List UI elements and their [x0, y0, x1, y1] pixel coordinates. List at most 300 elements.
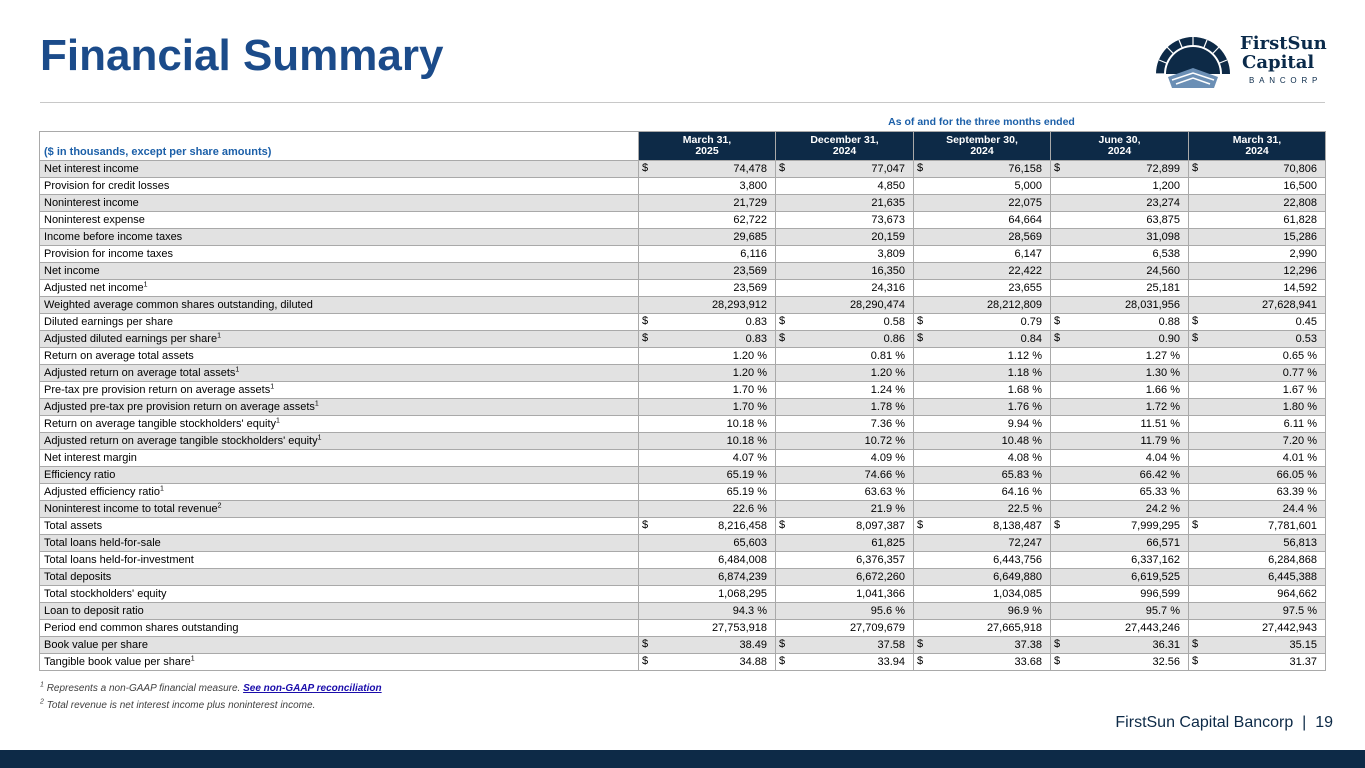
- row-label-text: Total loans held-for-sale: [44, 537, 161, 549]
- value-cell: [639, 314, 776, 331]
- value-cell: [776, 416, 914, 433]
- value-text: 1.66 %: [1145, 384, 1180, 396]
- value-cell: [776, 212, 914, 229]
- value-text: 3,809: [877, 248, 905, 260]
- currency-symbol: $: [917, 638, 924, 650]
- value-text: 11.79 %: [1140, 435, 1180, 447]
- value-cell: [914, 161, 1051, 178]
- value-cell: [914, 569, 1051, 586]
- value-cell: [1051, 654, 1189, 671]
- value-text: 1.72 %: [1145, 401, 1180, 413]
- table-row: [40, 314, 1326, 331]
- value-cell: [1051, 297, 1189, 314]
- value-text: 95.6 %: [870, 605, 905, 617]
- value-text: 6,649,880: [993, 571, 1042, 583]
- value-text: 27,443,246: [1124, 622, 1180, 634]
- row-label: [40, 620, 639, 637]
- footnote-1: [40, 683, 382, 694]
- table-row: [40, 229, 1326, 246]
- footnote-ref: 1: [317, 434, 322, 442]
- value-cell: [639, 399, 776, 416]
- value-cell: [914, 484, 1051, 501]
- footnote-text: Represents a non-GAAP financial measure.: [46, 683, 241, 694]
- value-text: 8,216,458: [718, 520, 767, 532]
- currency-symbol: $: [779, 332, 786, 344]
- value-text: 76,158: [1008, 163, 1042, 175]
- value-text: 5,000: [1014, 180, 1042, 192]
- row-label: [40, 433, 639, 450]
- value-cell: [914, 178, 1051, 195]
- column-header: December 31, 2024: [776, 132, 914, 161]
- value-cell: [776, 348, 914, 365]
- value-text: 1.67 %: [1282, 384, 1317, 396]
- value-cell: [1189, 161, 1326, 178]
- column-header: March 31, 2025: [639, 132, 776, 161]
- footnote-ref: 2: [217, 502, 222, 510]
- table-row: [40, 399, 1326, 416]
- value-cell: [914, 246, 1051, 263]
- value-text: 4.01 %: [1282, 452, 1317, 464]
- footnote-text: Total revenue is net interest income plus noninterest income.: [46, 700, 316, 711]
- value-cell: [1051, 280, 1189, 297]
- value-cell: [1189, 467, 1326, 484]
- row-label-text: Noninterest income: [44, 197, 139, 209]
- value-text: 1.30 %: [1145, 367, 1180, 379]
- value-cell: [1051, 212, 1189, 229]
- value-cell: [1051, 433, 1189, 450]
- row-label: [40, 331, 639, 348]
- value-cell: [1051, 569, 1189, 586]
- value-cell: [776, 586, 914, 603]
- value-cell: [639, 501, 776, 518]
- value-cell: [776, 331, 914, 348]
- value-cell: [1051, 637, 1189, 654]
- value-cell: [639, 161, 776, 178]
- value-cell: [776, 552, 914, 569]
- value-text: 10.72 %: [864, 435, 905, 447]
- value-text: 27,665,918: [986, 622, 1042, 634]
- value-text: 66,571: [1146, 537, 1180, 549]
- value-cell: [776, 518, 914, 535]
- value-text: 22.5 %: [1007, 503, 1042, 515]
- value-cell: [1189, 416, 1326, 433]
- value-text: 1.70 %: [732, 401, 767, 413]
- value-cell: [1189, 314, 1326, 331]
- value-text: 10.18 %: [726, 435, 767, 447]
- logo-bancorp: BANCORP: [1249, 76, 1323, 85]
- table-row: [40, 637, 1326, 654]
- value-text: 0.58: [883, 316, 905, 328]
- value-text: 6,147: [1014, 248, 1042, 260]
- value-cell: [639, 450, 776, 467]
- value-text: 27,709,679: [849, 622, 905, 634]
- value-cell: [639, 365, 776, 382]
- table-row: [40, 365, 1326, 382]
- value-text: 8,138,487: [993, 520, 1042, 532]
- value-text: 16,350: [871, 265, 905, 277]
- value-cell: [914, 637, 1051, 654]
- currency-symbol: $: [917, 655, 924, 667]
- value-cell: [1189, 212, 1326, 229]
- value-text: 6,116: [740, 248, 767, 260]
- footnote-ref: 1: [217, 332, 221, 340]
- value-cell: [639, 603, 776, 620]
- value-cell: [776, 535, 914, 552]
- value-text: 65.83 %: [1001, 469, 1042, 481]
- table-row: [40, 654, 1326, 671]
- row-label: [40, 484, 639, 501]
- value-cell: [1189, 484, 1326, 501]
- value-text: 6,443,756: [993, 554, 1042, 566]
- value-text: 21,729: [733, 197, 767, 209]
- row-label: [40, 161, 639, 178]
- value-text: 70,806: [1283, 163, 1317, 175]
- row-label: [40, 195, 639, 212]
- table-row: [40, 297, 1326, 314]
- value-text: 63.39 %: [1276, 486, 1317, 498]
- value-text: 15,286: [1283, 231, 1317, 243]
- table-row: [40, 212, 1326, 229]
- currency-symbol: $: [1192, 162, 1199, 174]
- value-cell: [1051, 348, 1189, 365]
- value-cell: [1051, 603, 1189, 620]
- row-label-text: Pre-tax pre provision return on average assets: [44, 384, 271, 396]
- value-cell: [1051, 263, 1189, 280]
- row-label: [40, 280, 639, 297]
- value-cell: [914, 331, 1051, 348]
- column-header: March 31, 2024: [1189, 132, 1326, 161]
- value-text: 1.80 %: [1282, 401, 1317, 413]
- value-text: 28,212,809: [986, 299, 1042, 311]
- value-cell: [914, 518, 1051, 535]
- table-row: [40, 484, 1326, 501]
- value-text: 27,753,918: [711, 622, 767, 634]
- value-cell: [1189, 399, 1326, 416]
- value-text: 34.88: [739, 656, 767, 668]
- row-label-text: Noninterest expense: [44, 214, 145, 226]
- value-cell: [1189, 637, 1326, 654]
- value-text: 22,422: [1008, 265, 1042, 277]
- value-text: 2,990: [1289, 248, 1317, 260]
- table-row: [40, 450, 1326, 467]
- value-text: 7,781,601: [1268, 520, 1317, 532]
- logo-line-firstsun: FirstSun: [1240, 33, 1327, 54]
- currency-symbol: $: [1192, 519, 1199, 531]
- row-label-text: Total stockholders' equity: [44, 588, 167, 600]
- table-row: [40, 161, 1326, 178]
- value-cell: [1051, 246, 1189, 263]
- value-cell: [1051, 178, 1189, 195]
- row-label: [40, 348, 639, 365]
- value-cell: [914, 603, 1051, 620]
- value-text: 22,075: [1008, 197, 1042, 209]
- footnote-mark: 1: [40, 681, 44, 689]
- value-text: 64,664: [1008, 214, 1042, 226]
- table-row: [40, 263, 1326, 280]
- value-cell: [639, 331, 776, 348]
- row-label-text: Period end common shares outstanding: [44, 622, 239, 634]
- value-text: 3,800: [739, 180, 767, 192]
- currency-symbol: $: [779, 638, 786, 650]
- row-label-text: Total loans held-for-investment: [44, 554, 194, 566]
- value-cell: [639, 518, 776, 535]
- value-cell: [776, 280, 914, 297]
- value-text: 1,034,085: [993, 588, 1042, 600]
- value-text: 0.84: [1020, 333, 1042, 345]
- value-cell: [1189, 229, 1326, 246]
- value-cell: [1051, 586, 1189, 603]
- value-text: 8,097,387: [856, 520, 905, 532]
- value-text: 6,284,868: [1268, 554, 1317, 566]
- title-divider: [40, 102, 1325, 103]
- value-cell: [914, 229, 1051, 246]
- non-gaap-reconciliation-link[interactable]: See non-GAAP reconciliation: [243, 683, 382, 694]
- value-cell: [1189, 552, 1326, 569]
- value-cell: [1051, 365, 1189, 382]
- value-text: 96.9 %: [1007, 605, 1042, 617]
- value-text: 6.11 %: [1283, 418, 1317, 430]
- value-cell: [914, 263, 1051, 280]
- value-cell: [914, 654, 1051, 671]
- value-text: 0.65 %: [1282, 350, 1317, 362]
- value-text: 1.12 %: [1007, 350, 1042, 362]
- value-text: 63.63 %: [864, 486, 905, 498]
- value-cell: [1051, 518, 1189, 535]
- table-row: [40, 586, 1326, 603]
- row-label: [40, 467, 639, 484]
- value-text: 1.68 %: [1007, 384, 1042, 396]
- value-text: 24,316: [871, 282, 905, 294]
- value-text: 9.94 %: [1007, 418, 1042, 430]
- value-cell: [776, 433, 914, 450]
- row-label: [40, 416, 639, 433]
- value-text: 6,672,260: [856, 571, 905, 583]
- value-text: 27,442,943: [1261, 622, 1317, 634]
- table-body: [40, 161, 1326, 671]
- firstsun-logo: [1150, 30, 1330, 100]
- footnote-ref: 1: [235, 366, 240, 374]
- value-cell: [776, 365, 914, 382]
- value-cell: [776, 484, 914, 501]
- value-text: 32.56: [1152, 656, 1180, 668]
- value-cell: [776, 195, 914, 212]
- table-row: [40, 178, 1326, 195]
- footnote-ref: 1: [159, 485, 164, 493]
- value-text: 73,673: [871, 214, 905, 226]
- value-cell: [639, 212, 776, 229]
- row-label: [40, 501, 639, 518]
- row-label-text: Adjusted pre-tax pre provision return on average assets: [44, 401, 315, 413]
- value-cell: [1051, 399, 1189, 416]
- value-cell: [914, 297, 1051, 314]
- value-text: 31.37: [1289, 656, 1317, 668]
- currency-symbol: $: [1192, 655, 1199, 667]
- row-label-text: Weighted average common shares outstanding, diluted: [44, 299, 313, 311]
- value-cell: [1189, 382, 1326, 399]
- value-text: 4.07 %: [732, 452, 767, 464]
- column-header: June 30, 2024: [1051, 132, 1189, 161]
- value-text: 14,592: [1283, 282, 1317, 294]
- row-label: [40, 535, 639, 552]
- value-text: 72,247: [1008, 537, 1042, 549]
- value-text: 62,722: [733, 214, 767, 226]
- value-cell: [1189, 620, 1326, 637]
- value-text: 11.51 %: [1140, 418, 1180, 430]
- value-cell: [1051, 314, 1189, 331]
- row-label-text: Efficiency ratio: [44, 469, 116, 481]
- row-label-text: Book value per share: [44, 639, 148, 651]
- value-text: 95.7 %: [1145, 605, 1180, 617]
- value-cell: [1189, 331, 1326, 348]
- value-text: 6,445,388: [1268, 571, 1317, 583]
- value-text: 7.20 %: [1282, 435, 1317, 447]
- row-label: [40, 637, 639, 654]
- currency-symbol: $: [642, 655, 649, 667]
- value-cell: [639, 586, 776, 603]
- value-text: 0.81 %: [870, 350, 905, 362]
- value-text: 10.18 %: [726, 418, 767, 430]
- value-cell: [776, 603, 914, 620]
- value-cell: [776, 450, 914, 467]
- value-text: 6,538: [1152, 248, 1180, 260]
- row-label-text: Provision for income taxes: [44, 248, 173, 260]
- value-cell: [776, 467, 914, 484]
- value-text: 1.70 %: [732, 384, 767, 396]
- page-title: Financial Summary: [40, 31, 444, 80]
- row-label: [40, 365, 639, 382]
- value-cell: [1051, 450, 1189, 467]
- value-text: 0.86: [883, 333, 905, 345]
- value-cell: [1189, 297, 1326, 314]
- table-row: [40, 518, 1326, 535]
- value-cell: [776, 314, 914, 331]
- value-cell: [639, 195, 776, 212]
- value-cell: [1189, 178, 1326, 195]
- value-text: 38.49: [739, 639, 767, 651]
- row-label-text: Provision for credit losses: [44, 180, 170, 192]
- value-text: 996,599: [1140, 588, 1180, 600]
- currency-symbol: $: [917, 315, 924, 327]
- value-text: 4,850: [877, 180, 905, 192]
- value-text: 0.90: [1158, 333, 1180, 345]
- value-text: 0.45: [1295, 316, 1317, 328]
- row-label: [40, 297, 639, 314]
- footnote-ref: 1: [270, 383, 275, 391]
- value-cell: [1189, 603, 1326, 620]
- table-row: [40, 603, 1326, 620]
- value-text: 24.2 %: [1145, 503, 1180, 515]
- row-label: [40, 263, 639, 280]
- currency-symbol: $: [1054, 332, 1061, 344]
- row-label-text: Total deposits: [44, 571, 112, 583]
- row-label: [40, 586, 639, 603]
- value-cell: [1189, 586, 1326, 603]
- table-row: [40, 382, 1326, 399]
- currency-symbol: $: [642, 315, 649, 327]
- value-text: 24.4 %: [1282, 503, 1317, 515]
- value-cell: [1051, 331, 1189, 348]
- value-cell: [914, 365, 1051, 382]
- value-text: 64.16 %: [1001, 486, 1042, 498]
- footnote-ref: 1: [190, 655, 195, 663]
- row-label: [40, 246, 639, 263]
- value-cell: [914, 416, 1051, 433]
- value-text: 12,296: [1283, 265, 1317, 277]
- currency-symbol: $: [1054, 638, 1061, 650]
- value-text: 1.20 %: [870, 367, 905, 379]
- table-header-row: [40, 132, 1326, 161]
- value-cell: [1189, 365, 1326, 382]
- value-text: 37.38: [1014, 639, 1042, 651]
- value-cell: [776, 399, 914, 416]
- value-text: 6,619,525: [1131, 571, 1180, 583]
- value-text: 1.20 %: [732, 350, 767, 362]
- table-row: [40, 246, 1326, 263]
- footnote-ref: 1: [143, 281, 148, 289]
- financial-summary-table: [39, 131, 1326, 671]
- value-cell: [639, 467, 776, 484]
- footnote-ref: 1: [276, 417, 280, 425]
- value-text: 1.76 %: [1007, 401, 1042, 413]
- row-label-text: Net interest margin: [44, 452, 137, 464]
- value-cell: [914, 450, 1051, 467]
- value-text: 28,290,474: [849, 299, 905, 311]
- value-text: 25,181: [1146, 282, 1180, 294]
- currency-symbol: $: [917, 162, 924, 174]
- value-text: 35.15: [1289, 639, 1317, 651]
- currency-symbol: $: [1054, 162, 1061, 174]
- row-label-text: Adjusted return on average total assets: [44, 367, 236, 379]
- value-text: 6,874,239: [718, 571, 767, 583]
- value-cell: [914, 314, 1051, 331]
- value-cell: [914, 399, 1051, 416]
- value-text: 28,293,912: [711, 299, 767, 311]
- footer-bar: [0, 750, 1365, 768]
- row-label-text: Net interest income: [44, 163, 139, 175]
- value-text: 964,662: [1277, 588, 1317, 600]
- value-text: 22,808: [1283, 197, 1317, 209]
- row-label-text: Adjusted efficiency ratio: [44, 486, 160, 498]
- table-row: [40, 348, 1326, 365]
- row-label: [40, 518, 639, 535]
- row-label: [40, 654, 639, 671]
- value-cell: [776, 501, 914, 518]
- value-cell: [639, 569, 776, 586]
- value-cell: [1051, 161, 1189, 178]
- value-text: 72,899: [1146, 163, 1180, 175]
- value-text: 1,068,295: [718, 588, 767, 600]
- value-text: 61,828: [1283, 214, 1317, 226]
- value-cell: [639, 229, 776, 246]
- value-cell: [639, 297, 776, 314]
- table-row: [40, 280, 1326, 297]
- value-text: 20,159: [871, 231, 905, 243]
- value-text: 0.88: [1158, 316, 1180, 328]
- row-label-text: Tangible book value per share: [44, 656, 191, 668]
- value-cell: [776, 654, 914, 671]
- value-cell: [639, 620, 776, 637]
- value-text: 66.05 %: [1276, 469, 1317, 481]
- value-cell: [1189, 654, 1326, 671]
- table-row: [40, 620, 1326, 637]
- row-label: [40, 229, 639, 246]
- value-cell: [776, 263, 914, 280]
- value-text: 7.36 %: [870, 418, 905, 430]
- currency-symbol: $: [642, 332, 649, 344]
- row-label: [40, 399, 639, 416]
- row-label-text: Loan to deposit ratio: [44, 605, 144, 617]
- currency-symbol: $: [917, 519, 924, 531]
